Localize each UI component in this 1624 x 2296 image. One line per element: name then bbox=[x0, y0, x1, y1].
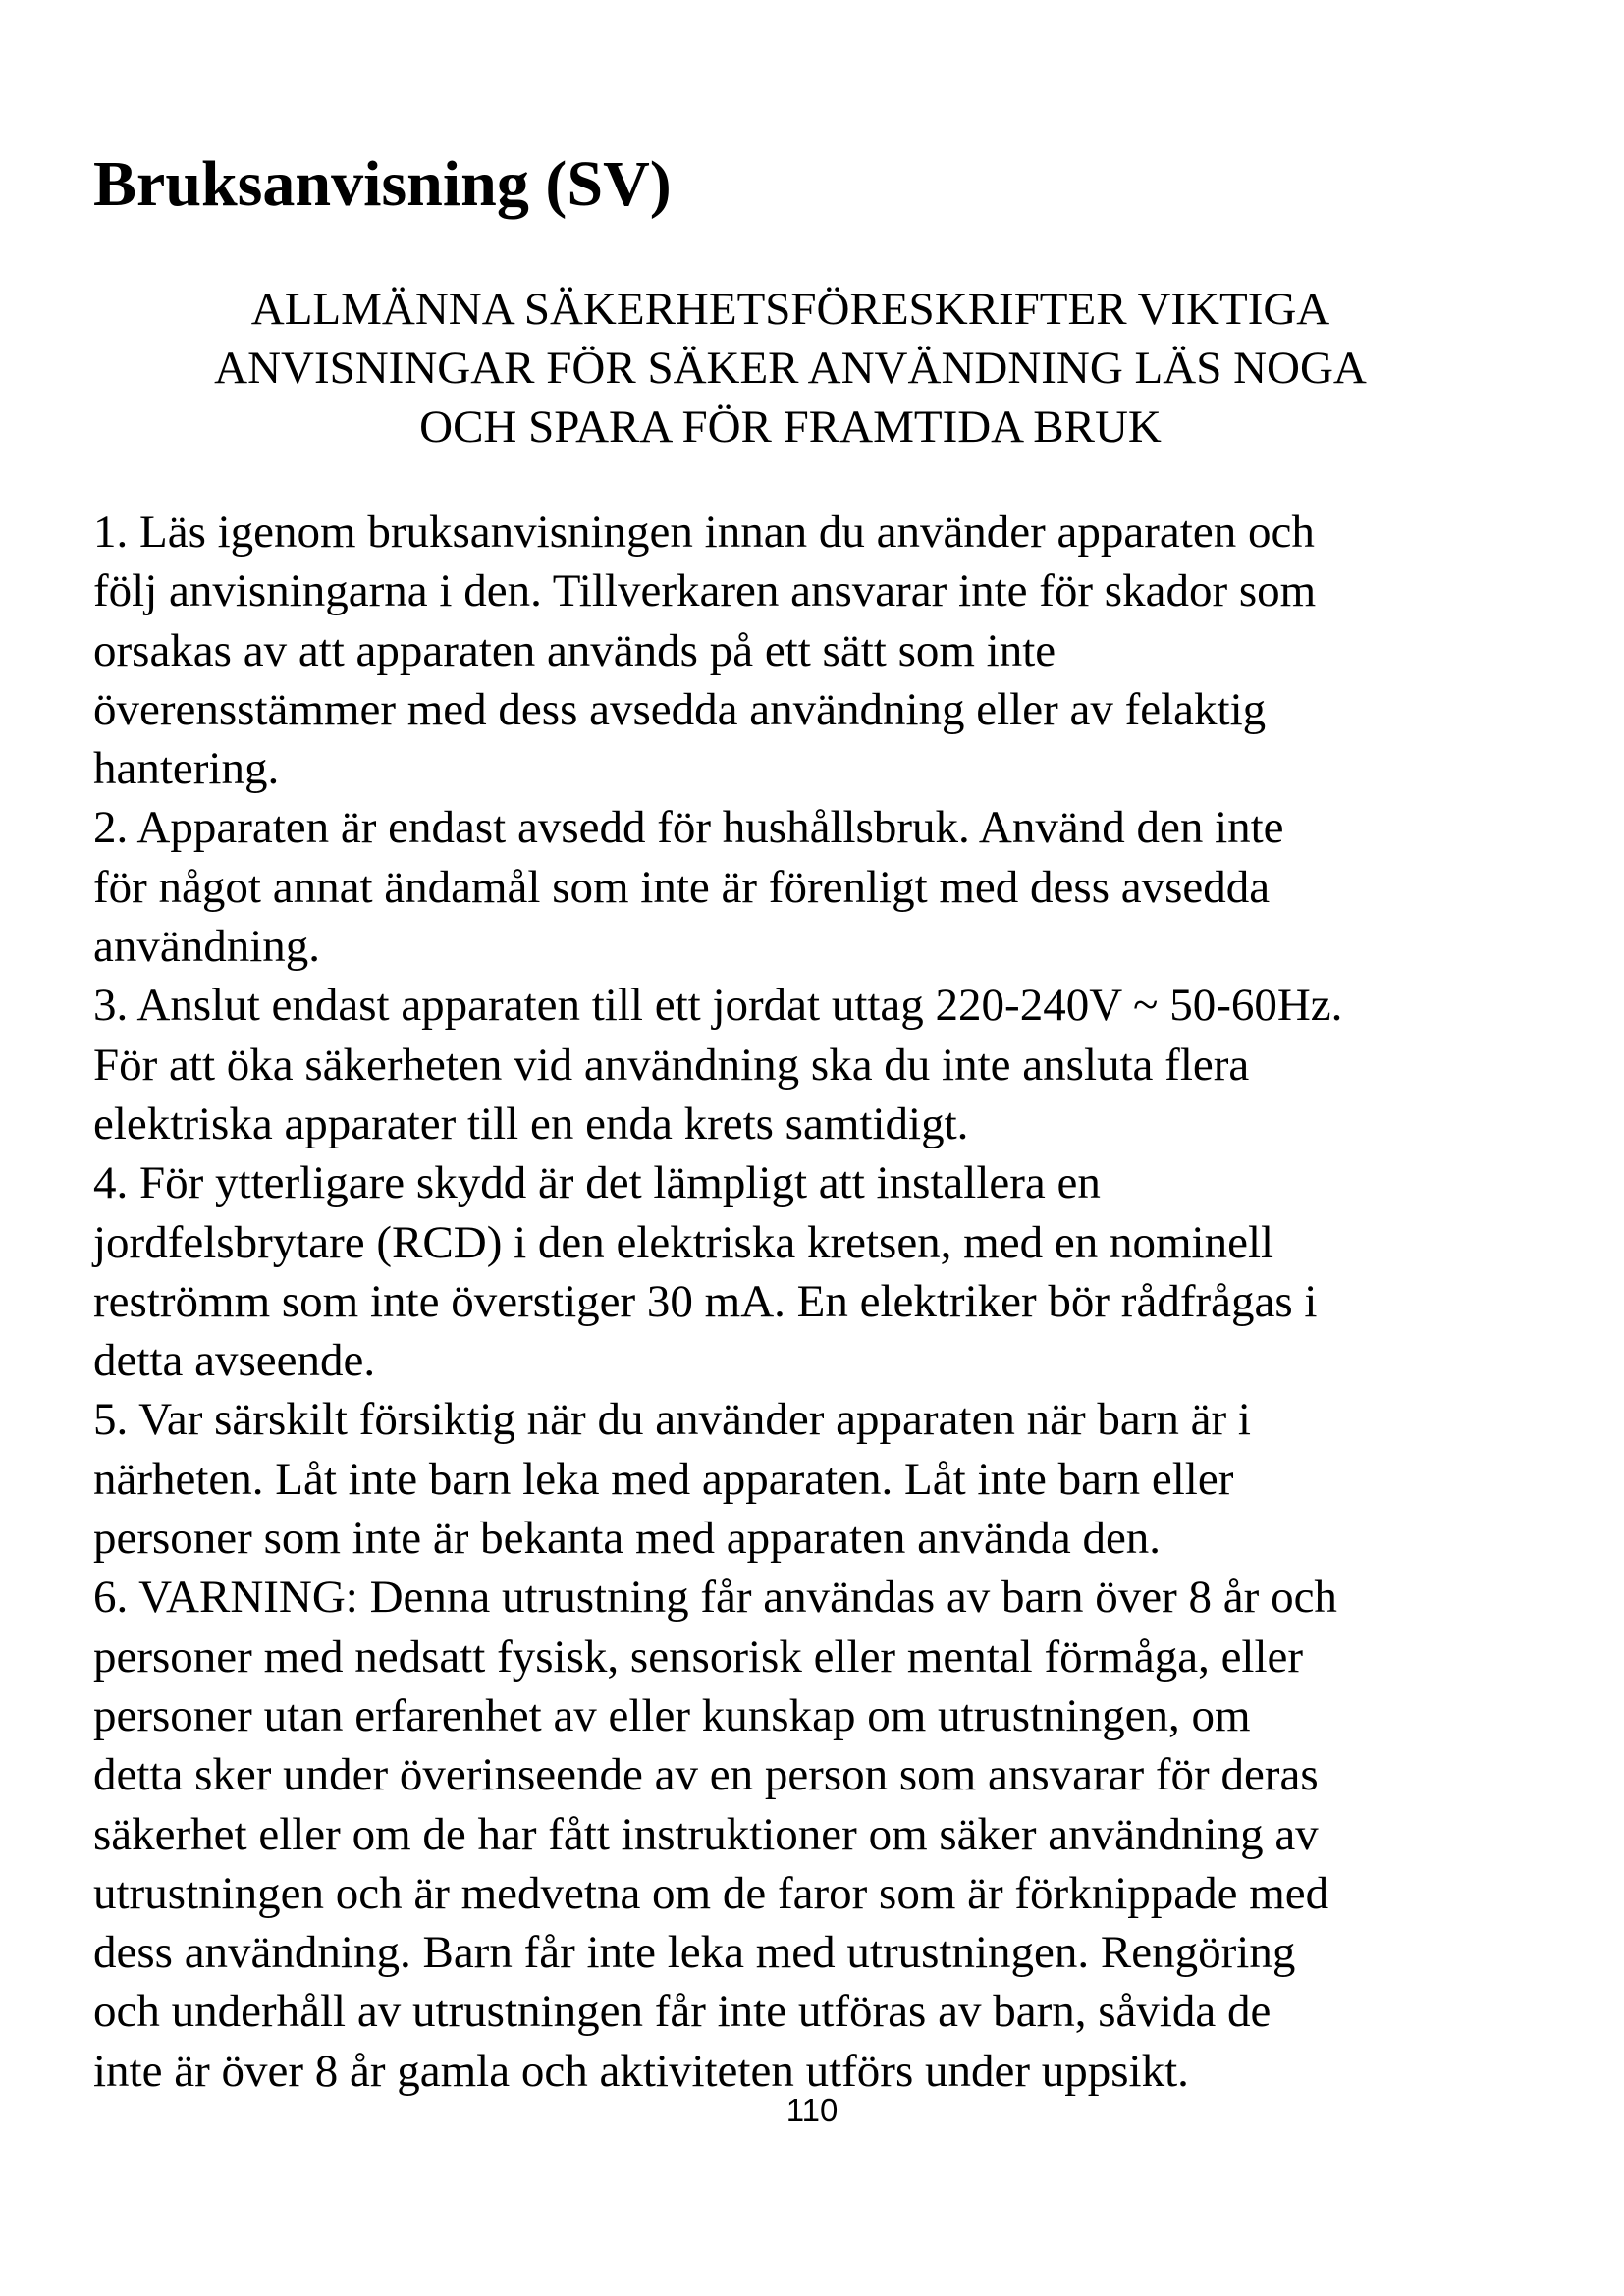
instruction-line: reströmm som inte överstiger 30 mA. En elektriker bör rådfrågas i bbox=[93, 1275, 1318, 1327]
instruction-line: 2. Apparaten är endast avsedd för hushållsbruk. Använd den inte bbox=[93, 802, 1284, 854]
instruction-line: dess användning. Barn får inte leka med utrustningen. Rengöring bbox=[93, 1927, 1296, 1979]
instruction-line: personer utan erfarenhet av eller kunskap om utrustningen, om bbox=[93, 1689, 1251, 1741]
instruction-line: följ anvisningarna i den. Tillverkaren ansvarar inte för skador som bbox=[93, 565, 1317, 617]
instruction-line: elektriska apparater till en enda krets samtidigt. bbox=[93, 1097, 969, 1149]
page-number: 110 bbox=[785, 2092, 839, 2128]
instruction-line: för något annat ändamål som inte är förenligt med dess avsedda bbox=[93, 861, 1271, 913]
instruction-line: och underhåll av utrustningen får inte utföras av barn, såvida de bbox=[93, 1986, 1272, 2038]
instruction-line: 5. Var särskilt försiktig när du använder apparaten när barn är i bbox=[93, 1394, 1251, 1446]
safety-heading bbox=[93, 280, 1488, 456]
instruction-line: orsakas av att apparaten används på ett sätt som inte bbox=[93, 624, 1056, 676]
instruction-line: 3. Anslut endast apparaten till ett jordat uttag 220-240V ~ 50-60Hz. bbox=[93, 980, 1343, 1032]
instruction-line: överensstämmer med dess avsedda användning eller av felaktig bbox=[93, 683, 1267, 735]
instruction-line: personer med nedsatt fysisk, sensorisk eller mental förmåga, eller bbox=[93, 1630, 1304, 1682]
instruction-1 bbox=[93, 503, 1527, 798]
instruction-line: användning. bbox=[93, 921, 321, 973]
instruction-list bbox=[93, 503, 1527, 2101]
instruction-4 bbox=[93, 1153, 1527, 1390]
instruction-2 bbox=[93, 798, 1527, 976]
instruction-line: detta avseende. bbox=[93, 1335, 376, 1387]
instruction-line: inte är över 8 år gamla och aktiviteten utförs under uppsikt. bbox=[93, 2045, 1189, 2097]
instruction-line: närheten. Låt inte barn leka med apparaten. Låt inte barn eller bbox=[93, 1453, 1234, 1505]
instruction-line: utrustningen och är medvetna om de faror som är förknippade med bbox=[93, 1867, 1329, 1919]
instruction-line: 1. Läs igenom bruksanvisningen innan du använder apparaten och bbox=[93, 507, 1315, 558]
page-title: Bruksanvisning (SV) bbox=[93, 148, 672, 220]
safety-heading-line: OCH SPARA FÖR FRAMTIDA BRUK bbox=[419, 401, 1162, 453]
instruction-line: säkerhet eller om de har fått instruktioner om säker användning av bbox=[93, 1808, 1319, 1860]
instruction-line: För att öka säkerheten vid användning ska du inte ansluta flera bbox=[93, 1039, 1250, 1091]
instruction-line: hantering. bbox=[93, 743, 280, 795]
instruction-line: jordfelsbrytare (RCD) i den elektriska kretsen, med en nominell bbox=[93, 1216, 1274, 1268]
safety-heading-line: ALLMÄNNA SÄKERHETSFÖRESKRIFTER VIKTIGA bbox=[250, 284, 1330, 335]
instruction-line: detta sker under överinseende av en person som ansvarar för deras bbox=[93, 1749, 1319, 1801]
instruction-3 bbox=[93, 976, 1527, 1153]
instruction-5 bbox=[93, 1390, 1527, 1568]
safety-heading-line: ANVISNINGAR FÖR SÄKER ANVÄNDNING LÄS NOGA bbox=[214, 343, 1367, 394]
instruction-line: personer som inte är bekanta med apparaten använda den. bbox=[93, 1513, 1162, 1565]
instruction-line: 6. VARNING: Denna utrustning får användas av barn över 8 år och bbox=[93, 1572, 1337, 1624]
instruction-line: 4. För ytterligare skydd är det lämpligt att installera en bbox=[93, 1157, 1101, 1209]
instruction-6 bbox=[93, 1568, 1527, 2101]
